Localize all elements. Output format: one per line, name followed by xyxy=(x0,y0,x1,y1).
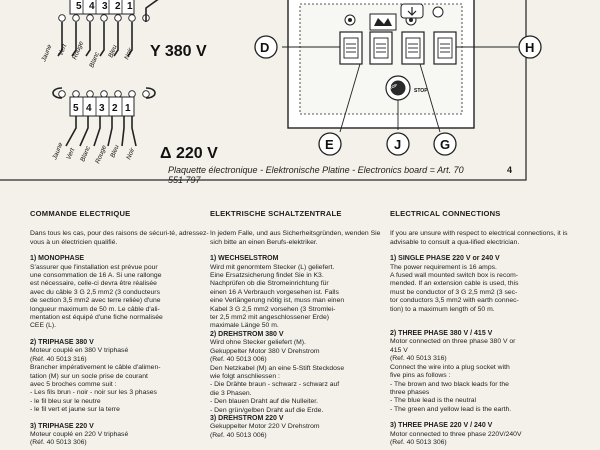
text-line: (Ref. 40 5013 006) xyxy=(210,431,267,439)
text-line: A fused wall mounted switch box is recom- xyxy=(390,272,519,280)
column-english xyxy=(390,210,570,447)
star-wire-label-6: Noir xyxy=(123,47,135,61)
text-line: Gekuppelter Motor 380 V Drehstrom xyxy=(210,347,320,355)
text-line: Moteur couplé en 220 V triphasé xyxy=(30,430,129,438)
section-heading: 1) SINGLE PHASE 220 V or 240 V xyxy=(390,255,500,263)
column-intro: Dans tous les cas, pour des raisons de sécuri-té, adressez-vous à un électricien qualifié. xyxy=(30,230,209,246)
section-heading: 1) WECHSELSTROM xyxy=(210,255,279,263)
text-line: eine Verlängerung nötig ist, muss man einen xyxy=(210,297,345,305)
text-line: die 3 Phasen. xyxy=(210,389,252,397)
column-intro: In jedem Falle, und aus Sicherheitsgründen, wenden Sie sich bitte an einen Berufs-elektriker. xyxy=(210,230,381,246)
delta-terminal-5: 5 xyxy=(73,103,79,114)
delta-terminal-3: 3 xyxy=(99,103,105,114)
text-line: must be conductor of 3 G 2,5 mm2 (3 sec- xyxy=(390,288,518,296)
text-line: Nachprüfen ob die Stromeinrichtung für xyxy=(210,280,329,288)
text-line: - Die Drähte braun - schwarz - schwarz auf xyxy=(210,381,340,389)
text-line: S'assurer que l'installation est prévue pour xyxy=(30,263,158,271)
text-line: Motor connected to three phase 220V/240V xyxy=(390,430,522,438)
delta-terminal-block xyxy=(51,88,155,165)
text-line: Den Netzkabel (M) an eine 5-Stift Steckdose xyxy=(210,364,345,372)
text-line: 415 V xyxy=(390,346,408,354)
page-number: 4 xyxy=(507,165,513,175)
stop-text: STOP xyxy=(414,88,428,94)
text-line: ter 2,5 mm2 mit angeschlossener Erde) xyxy=(210,314,329,322)
text-line: - The brown and two black leads for the xyxy=(390,380,509,388)
column-german xyxy=(210,210,390,440)
star-wire-label-2: Vert xyxy=(57,43,69,57)
text-line: - le fil bleu sur le neutre xyxy=(30,397,101,405)
figure-caption: Plaquette électronique - Elektronische Platine - Electronics board = Art. 70 551 797 xyxy=(168,165,464,185)
delta-terminal-2: 2 xyxy=(112,103,118,114)
section xyxy=(210,415,390,440)
text-line: The power requirement is 16 amps. xyxy=(390,263,497,271)
electronics-board xyxy=(288,0,474,128)
delta-voltage-label: Δ 220 V xyxy=(160,145,218,162)
text-line: Wird mit genormtem Stecker (L) geliefert. xyxy=(210,263,335,271)
text-line: avec du câble 3 G 2,5 mm2 (3 conducteurs xyxy=(30,288,160,296)
text-line: une consommation de 16 A. Si une rallonge xyxy=(30,272,162,280)
star-terminal-block xyxy=(40,0,160,69)
delta-wire-label-2: Vert xyxy=(65,147,77,161)
svg-text:E: E xyxy=(325,137,334,152)
text-line: tion) to a maximum length of 50 m. xyxy=(390,305,495,313)
text-line: - le fil vert et jaune sur la terre xyxy=(30,406,120,414)
text-line: - Les fils brun - noir - noir sur les 3 phases xyxy=(30,389,157,397)
svg-text:D: D xyxy=(260,40,270,55)
text-line: five pins as follows : xyxy=(390,372,451,380)
text-line: avec 5 broches comme suit : xyxy=(30,380,117,388)
text-line: (Ref. 40 5013 306) xyxy=(390,438,447,446)
delta-wire-label-5: Bleu xyxy=(109,144,121,159)
star-voltage-label: Y 380 V xyxy=(150,43,207,60)
text-line: einen 16 A Verbrauch vorgesehen ist. Falls xyxy=(210,288,339,296)
section xyxy=(390,255,570,314)
star-terminal-3: 3 xyxy=(102,1,108,12)
callout-j xyxy=(387,133,409,155)
section xyxy=(390,330,570,414)
star-wire-label-5: Bleu xyxy=(107,44,119,59)
column-title: COMMANDE ELECTRIQUE xyxy=(30,209,131,218)
column-french xyxy=(30,210,210,448)
delta-wire-label-4: Rouge xyxy=(94,144,109,165)
star-wire-label-3: Rouge xyxy=(71,40,86,61)
section xyxy=(30,339,210,415)
text-line: de section 3,5 mm2 avec terre reliée) d'une xyxy=(30,297,161,305)
text-line: tor conductors 3,5 mm2 with earth connec- xyxy=(390,297,519,305)
section xyxy=(30,423,210,448)
text-line: Gekuppelter Motor 220 V Drehstrom xyxy=(210,423,320,431)
text-line: - The green and yellow lead is the earth. xyxy=(390,405,512,413)
star-terminal-5: 5 xyxy=(76,1,82,12)
section xyxy=(30,255,210,331)
text-line: longueur maximum de 50 m. Le câble d'ali- xyxy=(30,305,160,313)
text-line: wie folgt anschliessen : xyxy=(210,372,280,380)
delta-terminal-1: 1 xyxy=(125,103,131,114)
text-line: Eine Ersatzsicherung findet Sie in K3. xyxy=(210,272,324,280)
callout-d xyxy=(255,36,277,58)
star-terminal-1: 1 xyxy=(127,1,133,12)
text-line: Motor connected on three phase 380 V or xyxy=(390,338,516,346)
section-heading: 1) MONOPHASE xyxy=(30,255,85,263)
stop-button-label: STOP xyxy=(386,83,398,92)
text-line: (Ref. 40 5013 316) xyxy=(390,355,447,363)
text-line: - The blue lead is the neutral xyxy=(390,397,477,405)
text-line: three phases xyxy=(390,388,430,396)
section-heading: 2) TRIPHASE 380 V xyxy=(30,338,94,346)
text-line: Wird ohne Stecker geliefert (M). xyxy=(210,339,306,347)
text-line: CEE (L). xyxy=(30,322,57,330)
svg-text:J: J xyxy=(394,137,402,152)
delta-wire-label-6: Noir xyxy=(125,147,137,161)
text-line: Moteur couplé en 380 V triphasé xyxy=(30,347,129,355)
delta-wire-label-3: Blanc xyxy=(79,145,92,163)
text-line: mentation est équipé d'une fiche normalisée xyxy=(30,314,163,322)
star-wire-label-1: Jaune xyxy=(40,43,54,63)
text-line: - Den grün/gelben Draht auf die Erde. xyxy=(210,406,324,414)
text-line: - Den blauen Draht auf die Nulleiter. xyxy=(210,398,319,406)
section-heading: 2) THREE PHASE 380 V / 415 V xyxy=(390,330,493,338)
text-line: est nécessaire, celle-ci devra être réalisée xyxy=(30,280,157,288)
callout-e xyxy=(319,133,341,155)
callout-g xyxy=(434,133,456,155)
text-line: mended. If an extension cable is used, this xyxy=(390,280,519,288)
section xyxy=(210,255,390,331)
delta-wire-label-1: Jaune xyxy=(51,141,65,161)
text-line: (Réf. 40 5013 306) xyxy=(30,439,87,447)
star-wire-label-4: Blanc xyxy=(88,51,101,69)
text-line: Connect the wire into a plug socket with xyxy=(390,363,510,371)
delta-terminal-4: 4 xyxy=(86,103,92,114)
star-terminal-4: 4 xyxy=(89,1,95,12)
column-intro: If you are unsure with respect to electrical connections, it is advisable to consult a qua-lified electrician. xyxy=(390,230,568,246)
star-terminal-2: 2 xyxy=(115,1,121,12)
column-title: ELEKTRISCHE SCHALTZENTRALE xyxy=(210,209,342,218)
text-line: (Ref. 40 5013 006) xyxy=(210,356,267,364)
callout-h xyxy=(519,36,541,58)
section xyxy=(390,422,570,447)
section-heading: 3) THREE PHASE 220 V / 240 V xyxy=(390,422,493,430)
section-heading: 3) TRIPHASE 220 V xyxy=(30,422,94,430)
svg-text:H: H xyxy=(525,40,535,55)
text-line: Kabel 3 G 2,5 mm2 vorsehen (3 Stromlei- xyxy=(210,305,336,313)
section xyxy=(210,331,390,415)
text-line: maximale Länge 50 m. xyxy=(210,322,279,330)
column-title: ELECTRICAL CONNECTIONS xyxy=(390,209,501,218)
svg-text:G: G xyxy=(440,137,451,152)
section-heading: 2) DREHSTROM 380 V xyxy=(210,330,284,338)
section-heading: 3) DREHSTROM 220 V xyxy=(210,414,284,422)
text-line: tation (M) sur un socle prise de courant xyxy=(30,372,148,380)
text-line: Brancher impérativement le câble d'alimen- xyxy=(30,364,161,372)
text-line: (Réf. 40 5013 316) xyxy=(30,355,87,363)
